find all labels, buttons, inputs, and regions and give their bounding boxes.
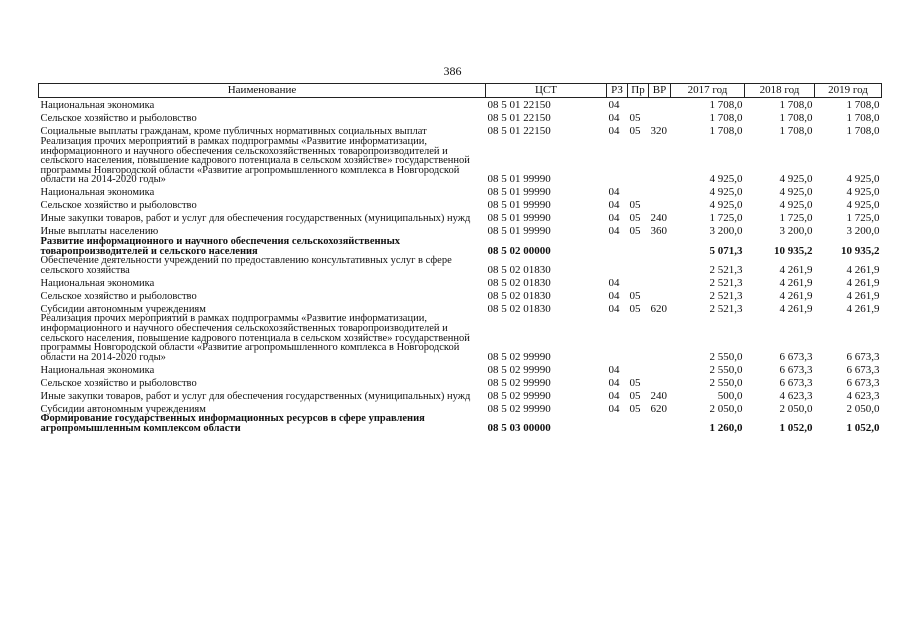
row-rz: 04 [608, 199, 620, 212]
row-vr: 360 [650, 225, 667, 238]
row-pr: 05 [629, 112, 641, 125]
row-value-2017: 3 200,0 [709, 225, 743, 238]
row-cst: 08 5 02 99990 [487, 402, 551, 415]
row-value-2018: 4 925,0 [779, 199, 813, 212]
row-pr [628, 362, 649, 375]
column-header-name: Наименование [39, 84, 486, 98]
row-value-2017: 1 708,0 [709, 112, 743, 125]
row-value-2018: 1 708,0 [779, 125, 813, 138]
row-value-2018: 6 673,3 [779, 350, 813, 363]
table-row [39, 388, 882, 401]
row-vr: 620 [650, 302, 667, 315]
row-vr [649, 288, 671, 301]
table-row [39, 314, 882, 362]
page-number: 386 [443, 64, 462, 78]
row-pr [628, 275, 649, 288]
row-pr: 05 [629, 225, 641, 238]
row-value-2019: 4 925,0 [846, 186, 880, 199]
table-row [39, 137, 882, 185]
row-value-2017: 4 925,0 [709, 173, 743, 186]
row-value-2019: 6 673,3 [846, 350, 880, 363]
row-value-2018: 1 052,0 [779, 421, 813, 434]
row-rz: 04 [608, 276, 620, 289]
row-rz: 04 [608, 389, 620, 402]
row-rz: 04 [608, 125, 620, 138]
row-pr [628, 414, 649, 433]
row-name: Сельское хозяйство и рыболовство [40, 377, 197, 389]
row-cst: 08 5 01 99990 [487, 212, 551, 225]
row-vr [649, 414, 671, 433]
row-rz [607, 137, 628, 185]
row-rz: 04 [608, 99, 620, 112]
row-name: Иные закупки товаров, работ и услуг для обеспечения государственных (муниципальных) нужд [40, 390, 471, 402]
row-value-2017: 2 550,0 [709, 363, 743, 376]
row-rz: 04 [608, 225, 620, 238]
row-cst: 08 5 02 99990 [487, 350, 551, 363]
row-rz: 04 [608, 186, 620, 199]
row-pr [628, 256, 649, 275]
row-value-2019: 4 261,9 [846, 289, 880, 302]
row-pr: 05 [629, 302, 641, 315]
table-body [39, 98, 882, 434]
row-name: Реализация прочих мероприятий в рамках подпрограммы «Развитие информатизации, информационного и научного обеспечения сельскохозяйственных товаропроизводителей и сельского населения, повышение кадрового потенциала в сельском хозяйстве» государственной программы Новгородской области «Развитие агропромышленного комплекса в Новгородской области на 2014-2020 годы» [40, 313, 470, 363]
row-value-2019: 1 725,0 [846, 212, 880, 225]
row-value-2017: 2 521,3 [709, 276, 743, 289]
table-row [39, 275, 882, 288]
column-header-rz: РЗ [607, 84, 628, 98]
row-value-2018: 4 925,0 [779, 186, 813, 199]
row-value-2018: 4 261,9 [779, 263, 813, 276]
row-rz: 04 [608, 112, 620, 125]
row-rz [607, 237, 628, 256]
row-vr: 620 [650, 402, 667, 415]
table-row [39, 98, 882, 112]
row-cst: 08 5 02 01830 [487, 302, 551, 315]
row-value-2017: 2 521,3 [709, 263, 743, 276]
row-cst: 08 5 02 99990 [487, 363, 551, 376]
row-vr [649, 198, 671, 211]
row-value-2017: 1 725,0 [709, 212, 743, 225]
row-value-2018: 1 708,0 [779, 112, 813, 125]
row-vr [649, 237, 671, 256]
row-cst: 08 5 02 99990 [487, 389, 551, 402]
row-rz: 04 [608, 289, 620, 302]
row-cst: 08 5 01 22150 [487, 99, 551, 112]
row-value-2017: 1 260,0 [709, 421, 743, 434]
row-name: Иные выплаты населению [40, 226, 159, 238]
budget-table [38, 83, 882, 434]
row-pr [628, 98, 649, 112]
row-cst: 08 5 02 01830 [487, 289, 551, 302]
row-value-2019: 1 708,0 [846, 125, 880, 138]
row-value-2019: 4 261,9 [846, 263, 880, 276]
row-value-2019: 4 261,9 [846, 276, 880, 289]
table-row [39, 375, 882, 388]
row-cst: 08 5 01 99990 [487, 186, 551, 199]
row-rz [607, 256, 628, 275]
column-header-cst: ЦСТ [486, 84, 607, 98]
table-row [39, 362, 882, 375]
row-name: Национальная экономика [40, 277, 155, 289]
row-vr [649, 275, 671, 288]
table-row [39, 185, 882, 198]
row-value-2017: 1 708,0 [709, 99, 743, 112]
row-value-2017: 2 550,0 [709, 376, 743, 389]
column-header-pr: Пр [628, 84, 649, 98]
row-value-2018: 1 708,0 [779, 99, 813, 112]
row-value-2019: 1 708,0 [846, 99, 880, 112]
row-cst: 08 5 02 00000 [487, 244, 551, 257]
row-value-2018: 6 673,3 [779, 376, 813, 389]
row-rz: 04 [608, 302, 620, 315]
row-value-2018: 4 925,0 [779, 173, 813, 186]
row-value-2018: 4 261,9 [779, 276, 813, 289]
row-vr [649, 137, 671, 185]
row-value-2019: 10 935,2 [841, 244, 880, 257]
row-vr: 240 [650, 389, 667, 402]
row-value-2017: 2 550,0 [709, 350, 743, 363]
row-value-2017: 5 071,3 [709, 244, 743, 257]
row-value-2018: 4 623,3 [779, 389, 813, 402]
row-value-2017: 1 708,0 [709, 125, 743, 138]
row-value-2018: 2 050,0 [779, 402, 813, 415]
row-pr [628, 237, 649, 256]
row-name: Развитие информационного и научного обеспечения сельскохозяйственных товаропроизводителей и сельского населения [40, 235, 401, 257]
row-pr: 05 [629, 376, 641, 389]
column-header-2017: 2017 год [671, 84, 745, 98]
row-vr [649, 362, 671, 375]
row-value-2019: 1 708,0 [846, 112, 880, 125]
row-cst: 08 5 01 22150 [487, 125, 551, 138]
row-value-2018: 10 935,2 [774, 244, 813, 257]
row-value-2019: 1 052,0 [846, 421, 880, 434]
row-vr [649, 185, 671, 198]
row-cst: 08 5 02 01830 [487, 276, 551, 289]
row-cst: 08 5 01 99990 [487, 173, 551, 186]
row-name: Сельское хозяйство и рыболовство [40, 200, 197, 212]
row-vr [649, 111, 671, 124]
row-pr: 05 [629, 199, 641, 212]
row-cst: 08 5 02 99990 [487, 376, 551, 389]
row-pr: 05 [629, 289, 641, 302]
row-pr [628, 314, 649, 362]
column-header-2019: 2019 год [815, 84, 882, 98]
row-pr: 05 [629, 389, 641, 402]
row-cst: 08 5 01 22150 [487, 112, 551, 125]
column-header-2018: 2018 год [745, 84, 815, 98]
row-name: Сельское хозяйство и рыболовство [40, 113, 197, 125]
row-name: Обеспечение деятельности учреждений по предоставлению консультативных услуг в сфере сельского хозяйства [40, 255, 452, 276]
row-value-2019: 4 925,0 [846, 173, 880, 186]
row-value-2017: 2 521,3 [709, 302, 743, 315]
table-row [39, 288, 882, 301]
row-vr [649, 98, 671, 112]
row-name: Национальная экономика [40, 100, 155, 112]
row-value-2017: 4 925,0 [709, 186, 743, 199]
row-value-2019: 4 623,3 [846, 389, 880, 402]
row-cst: 08 5 02 01830 [487, 263, 551, 276]
row-vr: 320 [650, 125, 667, 138]
row-vr [649, 314, 671, 362]
row-value-2017: 2 050,0 [709, 402, 743, 415]
row-vr [649, 256, 671, 275]
row-pr [628, 185, 649, 198]
table-header-row [39, 84, 882, 98]
row-pr: 05 [629, 212, 641, 225]
row-pr: 05 [629, 402, 641, 415]
row-cst: 08 5 03 00000 [487, 421, 551, 434]
row-rz: 04 [608, 363, 620, 376]
row-name: Формирование государственных информационных ресурсов в сфере управления агропромышленным комплексом области [40, 413, 425, 434]
row-value-2017: 2 521,3 [709, 289, 743, 302]
row-value-2017: 4 925,0 [709, 199, 743, 212]
row-value-2018: 4 261,9 [779, 289, 813, 302]
row-value-2019: 4 925,0 [846, 199, 880, 212]
table-row [39, 414, 882, 433]
table-row [39, 256, 882, 275]
row-vr: 240 [650, 212, 667, 225]
row-name: Сельское хозяйство и рыболовство [40, 290, 197, 302]
table-row [39, 111, 882, 124]
row-rz [607, 414, 628, 433]
table-row [39, 211, 882, 224]
row-value-2019: 6 673,3 [846, 363, 880, 376]
row-rz [607, 314, 628, 362]
row-name: Субсидии автономным учреждениям [40, 403, 206, 415]
table-row [39, 237, 882, 256]
row-rz: 04 [608, 402, 620, 415]
row-name: Иные закупки товаров, работ и услуг для обеспечения государственных (муниципальных) нужд [40, 213, 471, 225]
row-name: Субсидии автономным учреждениям [40, 303, 206, 315]
row-name: Национальная экономика [40, 364, 155, 376]
row-vr [649, 375, 671, 388]
row-value-2019: 3 200,0 [846, 225, 880, 238]
row-value-2019: 4 261,9 [846, 302, 880, 315]
row-name: Национальная экономика [40, 187, 155, 199]
row-value-2019: 6 673,3 [846, 376, 880, 389]
row-value-2018: 4 261,9 [779, 302, 813, 315]
row-pr [628, 137, 649, 185]
row-value-2018: 1 725,0 [779, 212, 813, 225]
row-value-2017: 500,0 [717, 389, 743, 402]
row-name: Реализация прочих мероприятий в рамках подпрограммы «Развитие информатизации, информационного и научного обеспечения сельскохозяйственных товаропроизводителей и сельского населения, повышение кадрового потенциала в сельском хозяйстве» государственной программы Новгородской области «Развитие агропромышленного комплекса в Новгородской области на 2014-2020 годы» [40, 136, 470, 186]
column-header-vr: ВР [649, 84, 671, 98]
row-rz: 04 [608, 376, 620, 389]
row-value-2019: 2 050,0 [846, 402, 880, 415]
row-name: Социальные выплаты гражданам, кроме публичных нормативных социальных выплат [40, 126, 427, 138]
row-rz: 04 [608, 212, 620, 225]
row-pr: 05 [629, 125, 641, 138]
row-cst: 08 5 01 99990 [487, 199, 551, 212]
row-value-2018: 6 673,3 [779, 363, 813, 376]
row-cst: 08 5 01 99990 [487, 225, 551, 238]
row-value-2018: 3 200,0 [779, 225, 813, 238]
table-row [39, 198, 882, 211]
